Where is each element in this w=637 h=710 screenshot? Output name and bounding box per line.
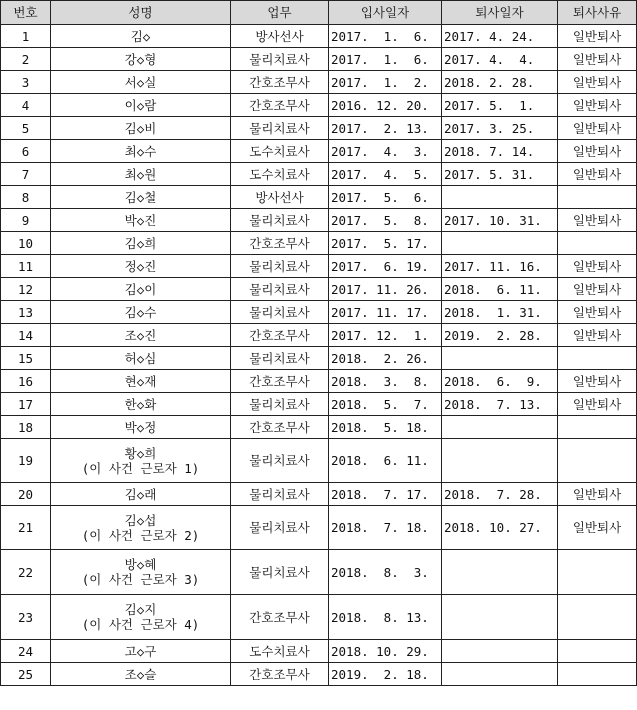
header-row	[1, 1, 637, 25]
table-row	[1, 48, 637, 71]
table-row	[1, 370, 637, 393]
cell-job: 물리치료사	[231, 506, 329, 550]
employee-note: (이 사건 근로자 1)	[81, 460, 200, 476]
cell-quit-reason: 일반퇴사	[558, 255, 637, 278]
cell-quit-reason: 일반퇴사	[558, 71, 637, 94]
cell-quit-date: 2018. 6. 11.	[442, 278, 558, 301]
cell-name	[51, 393, 231, 416]
cell-number: 25	[1, 663, 51, 686]
header-name: 성명	[51, 1, 231, 25]
employee-name: 박◇진	[124, 212, 157, 228]
cell-quit-reason	[558, 663, 637, 686]
employee-note: (이 사건 근로자 4)	[81, 617, 200, 632]
cell-name	[51, 255, 231, 278]
table-row	[1, 232, 637, 255]
employee-name: 강◇형	[124, 51, 157, 67]
table-row	[1, 550, 637, 595]
employee-name: 방◇혜	[124, 557, 157, 572]
cell-hire-date: 2017. 4. 5.	[329, 163, 442, 186]
cell-quit-reason	[558, 640, 637, 663]
cell-job: 물리치료사	[231, 393, 329, 416]
cell-name	[51, 663, 231, 686]
cell-name	[51, 439, 231, 483]
cell-name	[51, 163, 231, 186]
employee-note: (이 사건 근로자 3)	[81, 572, 200, 587]
employee-name: 정◇진	[124, 258, 157, 274]
cell-name	[51, 94, 231, 117]
cell-hire-date: 2018. 3. 8.	[329, 370, 442, 393]
cell-job: 간호조무사	[231, 416, 329, 439]
table-row	[1, 439, 637, 483]
cell-quit-reason	[558, 550, 637, 595]
table-row	[1, 301, 637, 324]
cell-quit-date: 2017. 11. 16.	[442, 255, 558, 278]
header-number: 번호	[1, 1, 51, 25]
cell-number: 3	[1, 71, 51, 94]
cell-number: 9	[1, 209, 51, 232]
cell-quit-date	[442, 347, 558, 370]
cell-quit-date	[442, 595, 558, 640]
employee-name: 이◇람	[124, 97, 157, 113]
cell-quit-date	[442, 550, 558, 595]
cell-hire-date: 2018. 8. 13.	[329, 595, 442, 640]
cell-job: 물리치료사	[231, 439, 329, 483]
cell-job: 간호조무사	[231, 370, 329, 393]
cell-hire-date: 2016. 12. 20.	[329, 94, 442, 117]
table-row	[1, 595, 637, 640]
cell-quit-date: 2019. 2. 28.	[442, 324, 558, 347]
cell-quit-date: 2017. 4. 4.	[442, 48, 558, 71]
cell-hire-date: 2017. 1. 6.	[329, 48, 442, 71]
table-row	[1, 186, 637, 209]
cell-quit-reason: 일반퇴사	[558, 209, 637, 232]
cell-name	[51, 71, 231, 94]
cell-hire-date: 2017. 2. 13.	[329, 117, 442, 140]
cell-name	[51, 506, 231, 550]
cell-job: 물리치료사	[231, 255, 329, 278]
cell-name	[51, 416, 231, 439]
cell-number: 2	[1, 48, 51, 71]
employee-name: 김◇수	[124, 304, 157, 320]
cell-job: 물리치료사	[231, 48, 329, 71]
cell-job: 물리치료사	[231, 117, 329, 140]
cell-number: 10	[1, 232, 51, 255]
header-hire-date: 입사일자	[329, 1, 442, 25]
cell-hire-date: 2018. 2. 26.	[329, 347, 442, 370]
cell-job: 물리치료사	[231, 483, 329, 506]
cell-number: 16	[1, 370, 51, 393]
header-job: 업무	[231, 1, 329, 25]
header-quit-reason: 퇴사사유	[558, 1, 637, 25]
cell-quit-reason: 일반퇴사	[558, 94, 637, 117]
cell-number: 6	[1, 140, 51, 163]
cell-quit-reason: 일반퇴사	[558, 140, 637, 163]
cell-quit-reason	[558, 232, 637, 255]
cell-quit-date: 2018. 1. 31.	[442, 301, 558, 324]
cell-number: 24	[1, 640, 51, 663]
cell-quit-reason: 일반퇴사	[558, 278, 637, 301]
cell-name	[51, 324, 231, 347]
cell-job: 간호조무사	[231, 232, 329, 255]
cell-quit-reason: 일반퇴사	[558, 48, 637, 71]
employee-name: 김◇	[130, 28, 151, 44]
employee-name: 조◇진	[124, 327, 157, 343]
cell-hire-date: 2017. 1. 2.	[329, 71, 442, 94]
table-row	[1, 393, 637, 416]
cell-quit-date	[442, 232, 558, 255]
table-row	[1, 663, 637, 686]
employee-name: 허◇심	[124, 350, 157, 366]
cell-quit-reason	[558, 186, 637, 209]
employee-name: 최◇수	[124, 143, 157, 159]
cell-number: 8	[1, 186, 51, 209]
cell-number: 7	[1, 163, 51, 186]
cell-job: 도수치료사	[231, 640, 329, 663]
cell-quit-reason: 일반퇴사	[558, 301, 637, 324]
table-row	[1, 324, 637, 347]
employee-name: 김◇비	[124, 120, 157, 136]
cell-hire-date: 2018. 8. 3.	[329, 550, 442, 595]
cell-job: 물리치료사	[231, 209, 329, 232]
employee-name: 김◇래	[124, 486, 157, 502]
cell-hire-date: 2017. 1. 6.	[329, 25, 442, 48]
cell-hire-date: 2018. 7. 18.	[329, 506, 442, 550]
cell-job: 도수치료사	[231, 163, 329, 186]
cell-job: 방사선사	[231, 25, 329, 48]
employee-name: 현◇재	[124, 373, 157, 389]
cell-number: 11	[1, 255, 51, 278]
cell-hire-date: 2017. 12. 1.	[329, 324, 442, 347]
cell-name	[51, 117, 231, 140]
cell-number: 20	[1, 483, 51, 506]
cell-job: 도수치료사	[231, 140, 329, 163]
cell-name	[51, 209, 231, 232]
cell-quit-reason: 일반퇴사	[558, 117, 637, 140]
table-row	[1, 209, 637, 232]
employee-name: 최◇원	[124, 166, 157, 182]
cell-number: 21	[1, 506, 51, 550]
cell-name	[51, 278, 231, 301]
cell-hire-date: 2018. 6. 11.	[329, 439, 442, 483]
table-body	[1, 25, 637, 686]
table-row	[1, 94, 637, 117]
cell-quit-date	[442, 416, 558, 439]
cell-job: 물리치료사	[231, 278, 329, 301]
employee-name: 김◇철	[124, 189, 157, 205]
cell-number: 4	[1, 94, 51, 117]
cell-quit-date: 2017. 4. 24.	[442, 25, 558, 48]
cell-quit-date	[442, 186, 558, 209]
cell-hire-date: 2017. 11. 26.	[329, 278, 442, 301]
employee-name: 김◇희	[124, 235, 157, 251]
cell-number: 13	[1, 301, 51, 324]
cell-hire-date: 2018. 5. 7.	[329, 393, 442, 416]
cell-job: 간호조무사	[231, 71, 329, 94]
cell-quit-date: 2017. 5. 1.	[442, 94, 558, 117]
cell-name	[51, 301, 231, 324]
table-row	[1, 347, 637, 370]
cell-quit-date: 2017. 10. 31.	[442, 209, 558, 232]
cell-job: 간호조무사	[231, 94, 329, 117]
cell-name	[51, 186, 231, 209]
table-row	[1, 416, 637, 439]
cell-quit-date: 2018. 7. 28.	[442, 483, 558, 506]
table-row	[1, 640, 637, 663]
table-row	[1, 255, 637, 278]
employee-name: 김◇지	[124, 602, 157, 617]
cell-name	[51, 48, 231, 71]
cell-number: 12	[1, 278, 51, 301]
cell-quit-reason: 일반퇴사	[558, 163, 637, 186]
table-row	[1, 506, 637, 550]
cell-name	[51, 483, 231, 506]
cell-quit-date	[442, 663, 558, 686]
cell-number: 14	[1, 324, 51, 347]
cell-quit-reason: 일반퇴사	[558, 324, 637, 347]
cell-name	[51, 347, 231, 370]
cell-job: 물리치료사	[231, 347, 329, 370]
employee-name: 김◇이	[124, 281, 157, 297]
cell-job: 물리치료사	[231, 550, 329, 595]
header-quit-date: 퇴사일자	[442, 1, 558, 25]
cell-job: 물리치료사	[231, 301, 329, 324]
cell-number: 1	[1, 25, 51, 48]
table-row	[1, 163, 637, 186]
cell-hire-date: 2018. 7. 17.	[329, 483, 442, 506]
cell-name	[51, 25, 231, 48]
employee-note: (이 사건 근로자 2)	[81, 527, 200, 543]
cell-job: 방사선사	[231, 186, 329, 209]
table-row	[1, 278, 637, 301]
table-header	[1, 1, 637, 25]
employee-name: 김◇섭	[124, 512, 157, 528]
cell-quit-date: 2017. 3. 25.	[442, 117, 558, 140]
employee-name: 고◇구	[124, 643, 157, 659]
cell-quit-reason	[558, 439, 637, 483]
cell-name	[51, 550, 231, 595]
employee-name: 서◇실	[124, 74, 157, 90]
table-row	[1, 483, 637, 506]
cell-quit-reason: 일반퇴사	[558, 483, 637, 506]
cell-job: 간호조무사	[231, 595, 329, 640]
cell-quit-reason: 일반퇴사	[558, 25, 637, 48]
cell-number: 19	[1, 439, 51, 483]
employee-name: 조◇슬	[124, 666, 157, 682]
employee-name: 박◇정	[124, 419, 157, 435]
cell-quit-date: 2018. 2. 28.	[442, 71, 558, 94]
cell-hire-date: 2018. 10. 29.	[329, 640, 442, 663]
cell-quit-reason: 일반퇴사	[558, 506, 637, 550]
cell-hire-date: 2017. 4. 3.	[329, 140, 442, 163]
cell-quit-reason: 일반퇴사	[558, 370, 637, 393]
cell-quit-reason	[558, 416, 637, 439]
cell-number: 18	[1, 416, 51, 439]
cell-quit-date: 2018. 6. 9.	[442, 370, 558, 393]
table-row	[1, 140, 637, 163]
cell-quit-date: 2018. 7. 13.	[442, 393, 558, 416]
cell-job: 간호조무사	[231, 663, 329, 686]
cell-hire-date: 2017. 5. 8.	[329, 209, 442, 232]
cell-hire-date: 2017. 5. 6.	[329, 186, 442, 209]
cell-number: 22	[1, 550, 51, 595]
table-row	[1, 71, 637, 94]
cell-quit-date	[442, 640, 558, 663]
cell-number: 5	[1, 117, 51, 140]
cell-number: 15	[1, 347, 51, 370]
table-row	[1, 25, 637, 48]
cell-name	[51, 232, 231, 255]
cell-number: 23	[1, 595, 51, 640]
cell-name	[51, 370, 231, 393]
employee-name: 황◇희	[124, 445, 157, 461]
cell-quit-reason: 일반퇴사	[558, 393, 637, 416]
cell-hire-date: 2017. 5. 17.	[329, 232, 442, 255]
cell-name	[51, 640, 231, 663]
table-row	[1, 117, 637, 140]
employee-name: 한◇화	[124, 396, 157, 412]
cell-hire-date: 2019. 2. 18.	[329, 663, 442, 686]
cell-quit-date	[442, 439, 558, 483]
cell-quit-date: 2018. 7. 14.	[442, 140, 558, 163]
cell-hire-date: 2017. 11. 17.	[329, 301, 442, 324]
cell-quit-date: 2017. 5. 31.	[442, 163, 558, 186]
cell-quit-reason	[558, 595, 637, 640]
cell-name	[51, 140, 231, 163]
cell-hire-date: 2018. 5. 18.	[329, 416, 442, 439]
cell-quit-reason	[558, 347, 637, 370]
cell-quit-date: 2018. 10. 27.	[442, 506, 558, 550]
cell-hire-date: 2017. 6. 19.	[329, 255, 442, 278]
cell-name	[51, 595, 231, 640]
cell-job: 간호조무사	[231, 324, 329, 347]
cell-number: 17	[1, 393, 51, 416]
